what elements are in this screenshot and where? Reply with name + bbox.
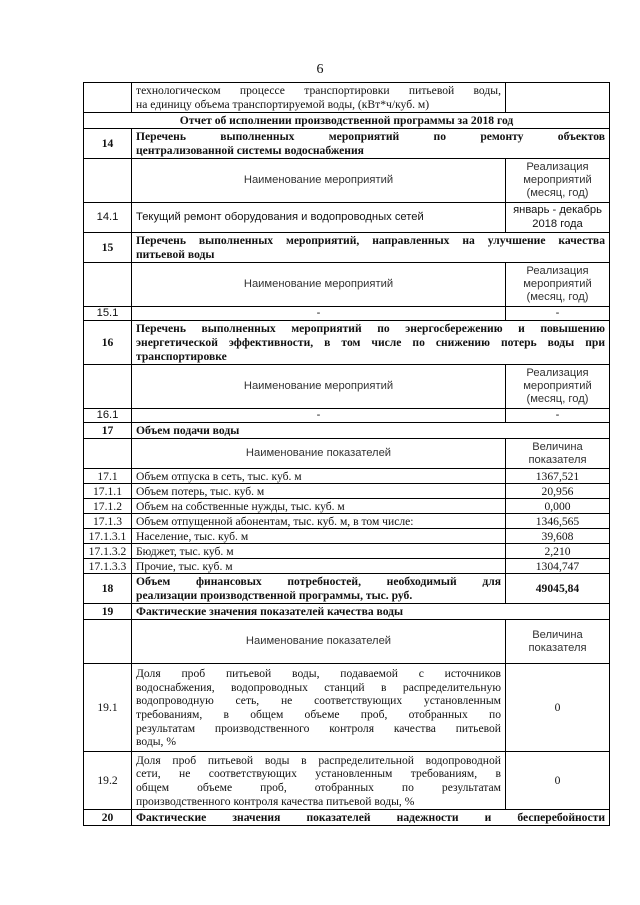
section-number: 15 (84, 233, 132, 263)
section-number: 18 (84, 574, 132, 604)
section-16-header (84, 321, 610, 365)
row-number: 17.1.1 (84, 484, 132, 499)
section-14-header (84, 129, 610, 159)
empty-num-cell (84, 83, 132, 113)
row-number: 14.1 (84, 203, 132, 233)
row-value: - (506, 409, 610, 423)
row-name: Объем потерь, тыс. куб. м (132, 484, 506, 499)
section-title: Фактические значения показателей надежности и бесперебойности (132, 810, 610, 826)
row-value: 2,210 (506, 544, 610, 559)
row-name: Прочие, тыс. куб. м (132, 559, 506, 574)
section-title: Перечень выполненных мероприятий по энергосбережению и повышению энергетической эффективности, в том числе по снижению потерь воды при транспортировке (132, 321, 610, 365)
row-number: 17.1.2 (84, 499, 132, 514)
row-value: 39,608 (506, 529, 610, 544)
row-number: 17.1.3 (84, 514, 132, 529)
row-value: - (506, 307, 610, 321)
row-number: 17.1 (84, 469, 132, 484)
table-row (84, 514, 610, 529)
table-row (84, 203, 610, 233)
table-row (84, 529, 610, 544)
row-name: Доля проб питьевой воды, подаваемой с источников водоснабжения, водопроводных станций в распределительную водопроводную сеть, не соответствующих установленным требованиям, в общем объеме проб, отобранных по результатам производственного контроля качества питьевой воды, % (132, 664, 506, 752)
row-number: 19.1 (84, 664, 132, 752)
row-value: 1367,521 (506, 469, 610, 484)
row-number: 19.2 (84, 752, 132, 810)
row-name: Объем отпущенной абонентам, тыс. куб. м, в том числе: (132, 514, 506, 529)
col-name-header: Наименование мероприятий (132, 159, 506, 203)
col-name-header: Наименование мероприятий (132, 365, 506, 409)
col-name-header: Наименование показателей (132, 439, 506, 469)
financial-total-value: 49045,84 (506, 574, 610, 604)
row-name: Бюджет, тыс. куб. м (132, 544, 506, 559)
table-row (84, 544, 610, 559)
col-realization-header: Реализация мероприятий (месяц, год) (506, 365, 610, 409)
row-value: январь - декабрь 2018 года (506, 203, 610, 233)
row-name: Текущий ремонт оборудования и водопроводных сетей (132, 203, 506, 233)
row-value: 0,000 (506, 499, 610, 514)
section-number: 16 (84, 321, 132, 365)
row-value: 0 (506, 752, 610, 810)
row-value: 1346,565 (506, 514, 610, 529)
continuation-row (84, 83, 610, 113)
col-realization-header: Реализация мероприятий (месяц, год) (506, 263, 610, 307)
table-row (84, 307, 610, 321)
section-19-header (84, 604, 610, 620)
row-number: 16.1 (84, 409, 132, 423)
section-title: Перечень выполненных мероприятий, направленных на улучшение качества питьевой воды (132, 233, 610, 263)
production-program-table (83, 82, 610, 826)
table-row (84, 752, 610, 810)
table-row (84, 559, 610, 574)
section-title: Фактические значения показателей качества воды (132, 604, 610, 620)
section-15-col-header (84, 263, 610, 307)
row-name: - (132, 307, 506, 321)
table-row (84, 469, 610, 484)
section-title: Перечень выполненных мероприятий по ремонту объектов централизованной системы водоснабжения (132, 129, 610, 159)
empty-value-cell (506, 83, 610, 113)
row-value: 20,956 (506, 484, 610, 499)
col-name-header: Наименование мероприятий (132, 263, 506, 307)
continuation-text: технологическом процессе транспортировки питьевой воды, на единицу объема транспортируемой воды, (кВт*ч/куб. м) (132, 83, 506, 113)
section-19-col-header (84, 620, 610, 664)
section-number: 17 (84, 423, 132, 439)
report-title: Отчет об исполнении производственной программы за 2018 год (84, 113, 610, 129)
section-18-row (84, 574, 610, 604)
section-number: 20 (84, 810, 132, 826)
row-value: 1304,747 (506, 559, 610, 574)
section-17-header (84, 423, 610, 439)
col-value-header: Величина показателя (506, 439, 610, 469)
section-number: 19 (84, 604, 132, 620)
row-number: 17.1.3.2 (84, 544, 132, 559)
section-number: 14 (84, 129, 132, 159)
section-20-header (84, 810, 610, 826)
section-16-col-header (84, 365, 610, 409)
section-title: Объем финансовых потребностей, необходимый для реализации производственной программы, тыс. руб. (132, 574, 506, 604)
row-name: Объем на собственные нужды, тыс. куб. м (132, 499, 506, 514)
row-value: 0 (506, 664, 610, 752)
row-number: 17.1.3.3 (84, 559, 132, 574)
table-row (84, 484, 610, 499)
page-number: 6 (316, 62, 324, 77)
section-14-col-header (84, 159, 610, 203)
section-15-header (84, 233, 610, 263)
row-name: - (132, 409, 506, 423)
section-title: Объем подачи воды (132, 423, 610, 439)
row-name: Население, тыс. куб. м (132, 529, 506, 544)
row-name: Доля проб питьевой воды в распределительной водопроводной сети, не соответствующих установленным требованиям, в общем объеме проб, отобранных по результатам производственного контроля качества питьевой воды, % (132, 752, 506, 810)
table-row (84, 664, 610, 752)
report-title-row (84, 113, 610, 129)
section-17-col-header (84, 439, 610, 469)
table-row (84, 499, 610, 514)
col-realization-header: Реализация мероприятий (месяц, год) (506, 159, 610, 203)
row-number: 17.1.3.1 (84, 529, 132, 544)
row-name: Объем отпуска в сеть, тыс. куб. м (132, 469, 506, 484)
table-row (84, 409, 610, 423)
col-value-header: Величина показателя (506, 620, 610, 664)
row-number: 15.1 (84, 307, 132, 321)
col-name-header: Наименование показателей (132, 620, 506, 664)
